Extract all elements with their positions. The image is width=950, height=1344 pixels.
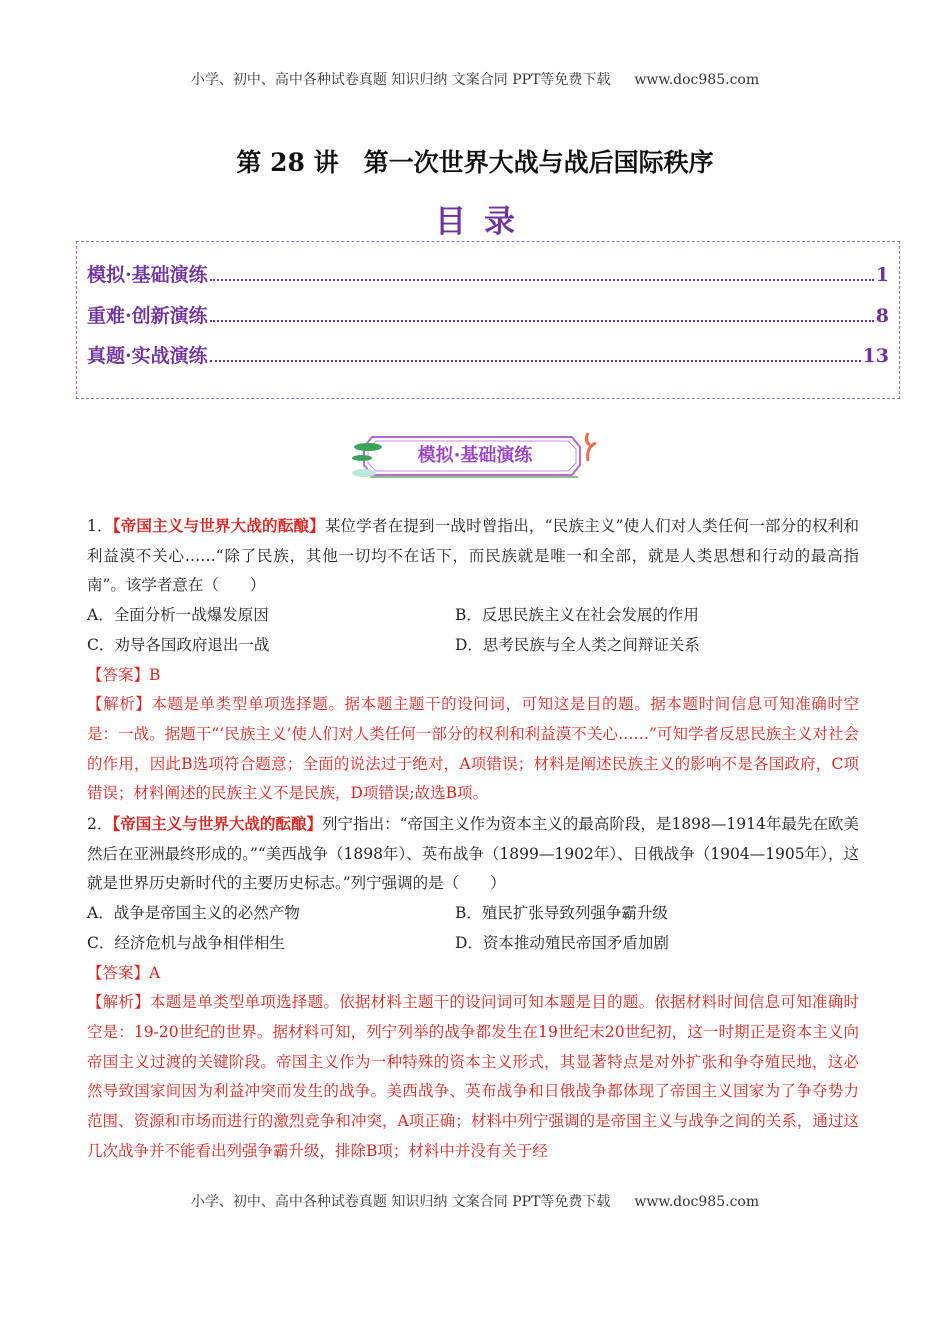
toc-label: 模拟·基础演练: [87, 264, 208, 286]
page-title: 第 28 讲 第一次世界大战与战后国际秩序: [236, 148, 714, 177]
toc-label: 真题·实战演练: [87, 345, 208, 367]
analysis: 【解析】本题是单类型单项选择题。据本题主题干的设问词，可知这是目的题。据本题时间信息可知准确时空是：一战。据题干“‘民族主义’使人们对人类任何一部分的权利和利益漠不关心……”可知学者反思民族主义对社会的作用，因此B选项符合题意；全面的说法过于绝对，A项错误；材料是阐述民族主义的影响不是各国政府，C项错误；材料阐述的民族主义不是民族，D项错误;故选B项。: [87, 695, 859, 803]
question-stem: 列宁指出：“帝国主义作为资本主义的最高阶段，是1898—1914年最先在欧美然后在亚洲最终形成的。”“美西战争（1898年）、英布战争（1899—1902年）、日俄战争（1904—1905年），这就是世界历史新时代的主要历史标志。”列宁强调的是（ ）: [87, 815, 859, 893]
question-1: [87, 511, 859, 809]
toc-page: 13: [862, 345, 889, 367]
toc-item[interactable]: [87, 260, 889, 287]
table-of-contents: [76, 241, 900, 399]
question-2: [87, 809, 859, 1166]
option-c: C．经济危机与战争相伴相生: [87, 933, 285, 952]
option-d: D．思考民族与全人类之间辩证关系: [455, 635, 700, 654]
question-number: 1．: [87, 517, 113, 535]
footer-site: www.doc985.com: [634, 1194, 760, 1210]
question-list: [87, 511, 859, 1166]
option-c: C．劝导各国政府退出一战: [87, 635, 270, 654]
banner-label: 模拟·基础演练: [417, 445, 533, 466]
toc-leader: [210, 360, 861, 362]
toc-item[interactable]: [87, 301, 889, 328]
question-tag: 【帝国主义与世界大战的酝酿】: [112, 814, 322, 834]
header-text: 小学、初中、高中各种试卷真题 知识归纳 文案合同 PPT等免费下载: [190, 72, 611, 88]
section-banner: [350, 425, 600, 485]
header-site: www.doc985.com: [634, 72, 760, 88]
answer: 【答案】A: [87, 963, 161, 982]
question-number: 2．: [87, 815, 113, 834]
toc-label: 重难·创新演练: [87, 305, 208, 327]
toc-page: 1: [875, 264, 889, 286]
option-b: B．反思民族主义在社会发展的作用: [455, 606, 699, 625]
toc-item[interactable]: [87, 341, 889, 368]
answer: 【答案】B: [87, 665, 161, 684]
page-footer: [0, 1191, 950, 1211]
question-stem: 某位学者在提到一战时曾指出，“民族主义”使人们对人类任何一部分的权利和利益漠不关心……“除了民族，其他一切均不在话下，而民族就是唯一和全部，就是人类思想和行动的最高指南”。该学者意在（ ）: [87, 517, 859, 595]
question-tag: 【帝国主义与世界大战的酝酿】: [112, 516, 325, 535]
option-d: D．资本推动殖民帝国矛盾加剧: [455, 933, 669, 952]
toc-heading: 目录: [435, 204, 533, 240]
footer-text: 小学、初中、高中各种试卷真题 知识归纳 文案合同 PPT等免费下载: [190, 1194, 611, 1210]
toc-page: 8: [875, 305, 889, 327]
option-a: A．全面分析一战爆发原因: [87, 606, 269, 625]
page-header: [0, 69, 950, 89]
analysis: 【解析】本题是单类型单项选择题。依据材料主题干的设问词可知本题是目的题。依据材料时间信息可知准确时空是：19-20世纪的世界。据材料可知，列宁列举的战争都发生在19世纪末20世纪初，这一时期正是资本主义向帝国主义过渡的关键阶段。帝国主义作为一种特殊的资本主义形式，其显著特点是对外扩张和争夺殖民地，这必然导致国家间因为利益冲突而发生的战争。美西战争、英布战争和日俄战争都体现了帝国主义国家为了争夺势力范围、资源和市场而进行的激烈竞争和冲突，A项正确；材料中列宁强调的是帝国主义与战争之间的关系，通过这几次战争并不能看出列强争霸升级，排除B项；材料中并没有关于经: [87, 993, 859, 1160]
option-b: B．殖民扩张导致列强争霸升级: [455, 904, 668, 923]
toc-leader: [210, 320, 874, 322]
toc-leader: [210, 279, 874, 281]
option-a: A．战争是帝国主义的必然产物: [87, 904, 300, 923]
